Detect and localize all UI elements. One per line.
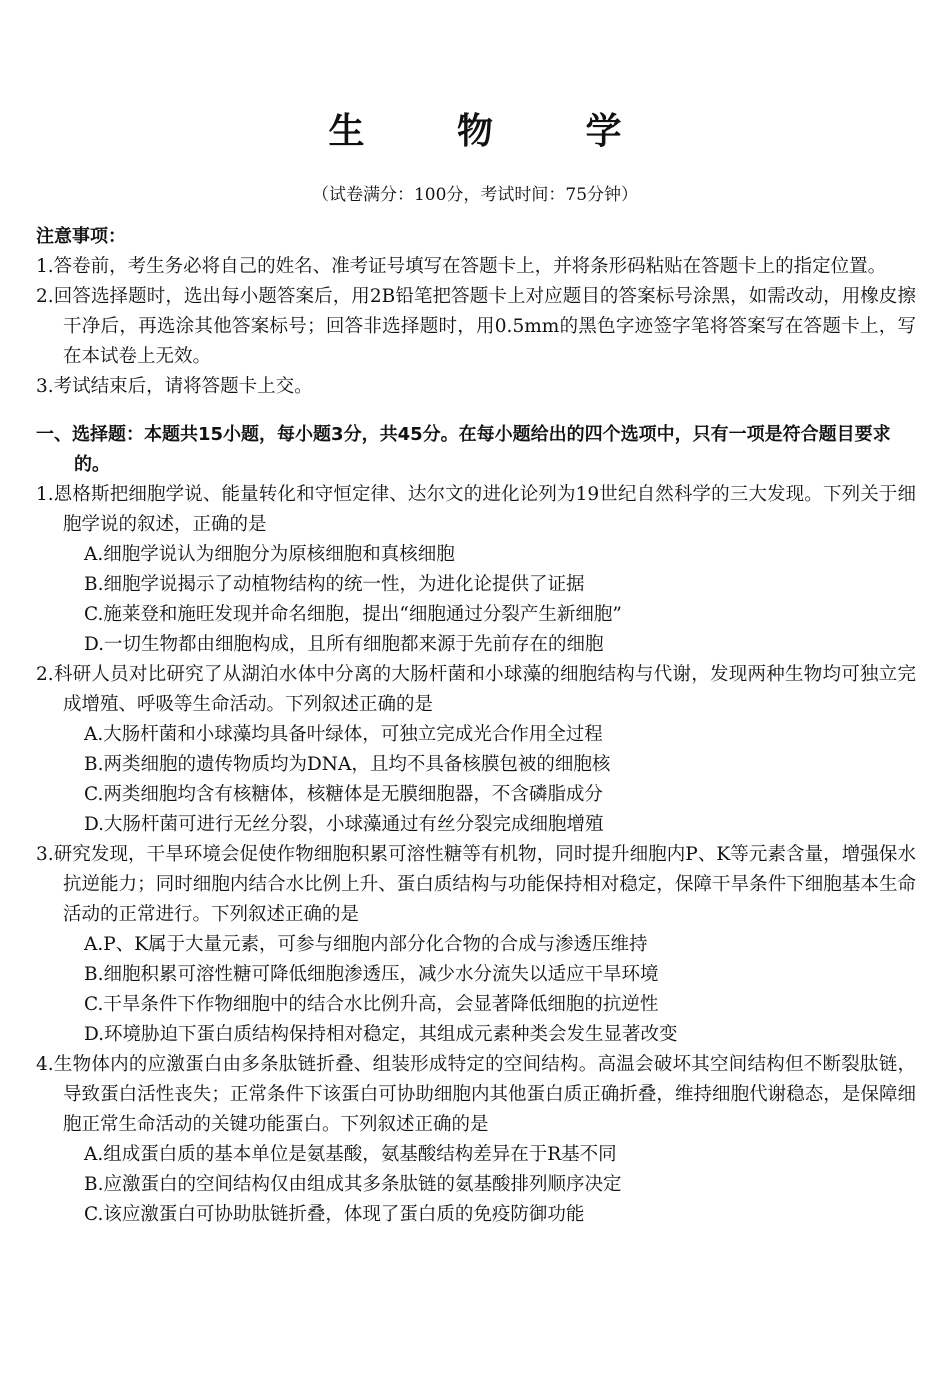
option-c: C.两类细胞均含有核糖体，核糖体是无膜细胞器，不含磷脂成分 [84, 784, 603, 805]
question-4 [36, 1050, 916, 1230]
option-a: A.组成蛋白质的基本单位是氨基酸，氨基酸结构差异在于R基不同 [84, 1144, 617, 1165]
option-a: A.P、K属于大量元素，可参与细胞内部分化合物的合成与渗透压维持 [84, 934, 648, 955]
notice-item: 3.考试结束后，请将答题卡上交。 [36, 376, 313, 397]
option-c: C.该应激蛋白可协助肽链折叠，体现了蛋白质的免疫防御功能 [84, 1204, 585, 1225]
question-1 [36, 480, 916, 660]
notice-item: 2.回答选择题时，选出每小题答案后，用2B铅笔把答题卡上对应题目的答案标号涂黑，如需改动，用橡皮擦干净后，再选涂其他答案标号；回答非选择题时，用0.5mm的黑色字迹签字笔将答案写在答题卡上，写在本试卷上无效。 [36, 286, 916, 367]
notice-item: 1.答卷前，考生务必将自己的姓名、准考证号填写在答题卡上，并将条形码粘贴在答题卡上的指定位置。 [36, 256, 887, 277]
option-b: B.两类细胞的遗传物质均为DNA，且均不具备核膜包被的细胞核 [84, 754, 611, 775]
option-d: D.环境胁迫下蛋白质结构保持相对稳定，其组成元素种类会发生显著改变 [84, 1024, 678, 1045]
option-a: A.细胞学说认为细胞分为原核细胞和真核细胞 [84, 544, 455, 565]
option-a: A.大肠杆菌和小球藻均具备叶绿体，可独立完成光合作用全过程 [84, 724, 603, 745]
exam-info: （试卷满分：100分，考试时间：75分钟） [311, 185, 639, 205]
option-d: D.大肠杆菌可进行无丝分裂，小球藻通过有丝分裂完成细胞增殖 [84, 814, 604, 835]
question-stem: 4.生物体内的应激蛋白由多条肽链折叠、组装形成特定的空间结构。高温会破坏其空间结构但不断裂肽链，导致蛋白活性丧失；正常条件下该蛋白可协助细胞内其他蛋白质正确折叠，维持细胞代谢稳态，是保障细胞正常生命活动的关键功能蛋白。下列叙述正确的是 [36, 1054, 916, 1135]
option-c: C.施莱登和施旺发现并命名细胞，提出“细胞通过分裂产生新细胞” [84, 604, 622, 625]
notice-heading: 注意事项： [36, 226, 126, 247]
exam-content [36, 222, 916, 1230]
option-c: C.干旱条件下作物细胞中的结合水比例升高，会显著降低细胞的抗逆性 [84, 994, 659, 1015]
question-2 [36, 660, 916, 840]
question-stem: 2.科研人员对比研究了从湖泊水体中分离的大肠杆菌和小球藻的细胞结构与代谢，发现两种生物均可独立完成增殖、呼吸等生命活动。下列叙述正确的是 [36, 664, 916, 715]
section-heading: 一、选择题：本题共15小题，每小题3分，共45分。在每小题给出的四个选项中，只有一项是符合题目要求的。 [36, 424, 891, 475]
option-d: D.一切生物都由细胞构成，且所有细胞都来源于先前存在的细胞 [84, 634, 604, 655]
option-b: B.细胞积累可溶性糖可降低细胞渗透压，减少水分流失以适应干旱环境 [84, 964, 659, 985]
page-title: 生 物 学 [328, 111, 662, 152]
question-stem: 1.恩格斯把细胞学说、能量转化和守恒定律、达尔文的进化论列为19世纪自然科学的三大发现。下列关于细胞学说的叙述，正确的是 [36, 484, 916, 535]
option-b: B.细胞学说揭示了动植物结构的统一性，为进化论提供了证据 [84, 574, 585, 595]
question-3 [36, 840, 916, 1050]
question-stem: 3.研究发现，干旱环境会促使作物细胞积累可溶性糖等有机物，同时提升细胞内P、K等元素含量，增强保水抗逆能力；同时细胞内结合水比例上升、蛋白质结构与功能保持相对稳定，保障干旱条件下细胞基本生命活动的正常进行。下列叙述正确的是 [36, 844, 916, 925]
option-b: B.应激蛋白的空间结构仅由组成其多条肽链的氨基酸排列顺序决定 [84, 1174, 622, 1195]
